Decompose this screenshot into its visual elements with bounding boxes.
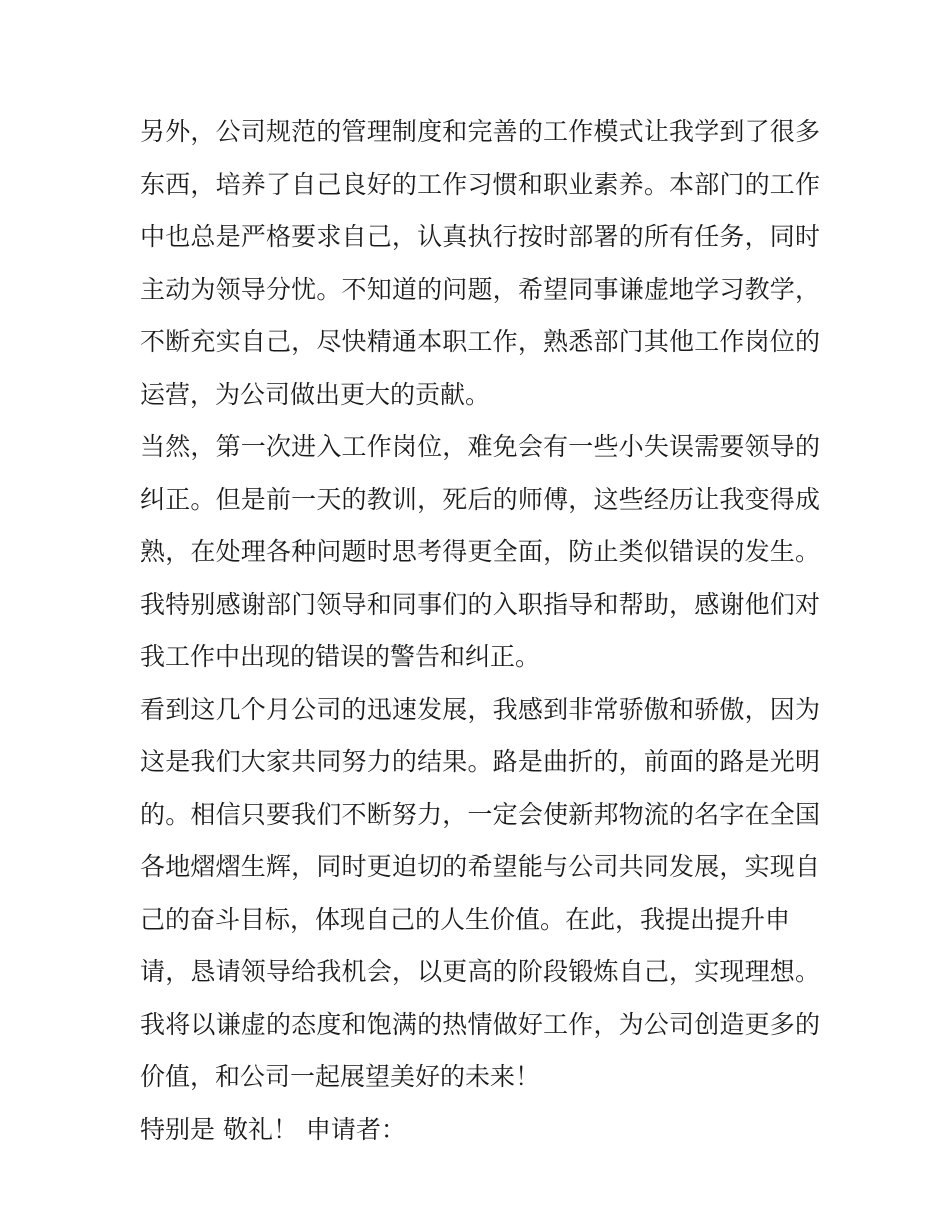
text-line: 熟，在处理各种问题时思考得更全面，防止类似错误的发生。 [140,537,820,566]
text-line: 不断充实自己，尽快精通本职工作，熟悉部门其他工作岗位的 [140,327,820,356]
text-line: 东西，培养了自己良好的工作习惯和职业素养。本部门的工作 [140,169,820,199]
text-line: 看到这几个月公司的迅速发展，我感到非常骄傲和骄傲，因为 [140,694,820,724]
text-line: 请，恳请领导给我机会，以更高的阶段锻炼自己，实现理想。 [140,957,820,986]
text-line: 当然，第一次进入工作岗位，难免会有一些小失误需要领导的 [140,432,820,461]
text-line: 纠正。但是前一天的教训，死后的师傅，这些经历让我变得成 [140,484,820,514]
text-line: 另外，公司规范的管理制度和完善的工作模式让我学到了很多 [140,117,820,146]
text-line: 中也总是严格要求自己，认真执行按时部署的所有任务，同时 [140,222,820,251]
closing-line: 特别是 敬礼！ 申请者： [140,1114,406,1144]
text-line: 价值，和公司一起展望美好的未来！ [140,1062,541,1091]
text-line: 各地熠熠生辉，同时更迫切的希望能与公司共同发展，实现自 [140,852,820,881]
text-line: 这是我们大家共同努力的结果。路是曲折的，前面的路是光明 [140,747,820,776]
text-line: 的。相信只要我们不断努力，一定会使新邦物流的名字在全国 [140,799,820,829]
text-line: 我将以谦虚的态度和饱满的热情做好工作，为公司创造更多的 [140,1009,820,1039]
letter-body [140,106,820,1156]
text-line: 我工作中出现的错误的警告和纠正。 [140,642,541,671]
text-line: 我特别感谢部门领导和同事们的入职指导和帮助，感谢他们对 [140,589,820,619]
text-line: 运营，为公司做出更大的贡献。 [140,379,491,409]
text-line: 己的奋斗目标，体现自己的人生价值。在此，我提出提升申 [140,904,791,934]
text-line: 主动为领导分忧。不知道的问题，希望同事谦虚地学习教学， [140,274,820,304]
